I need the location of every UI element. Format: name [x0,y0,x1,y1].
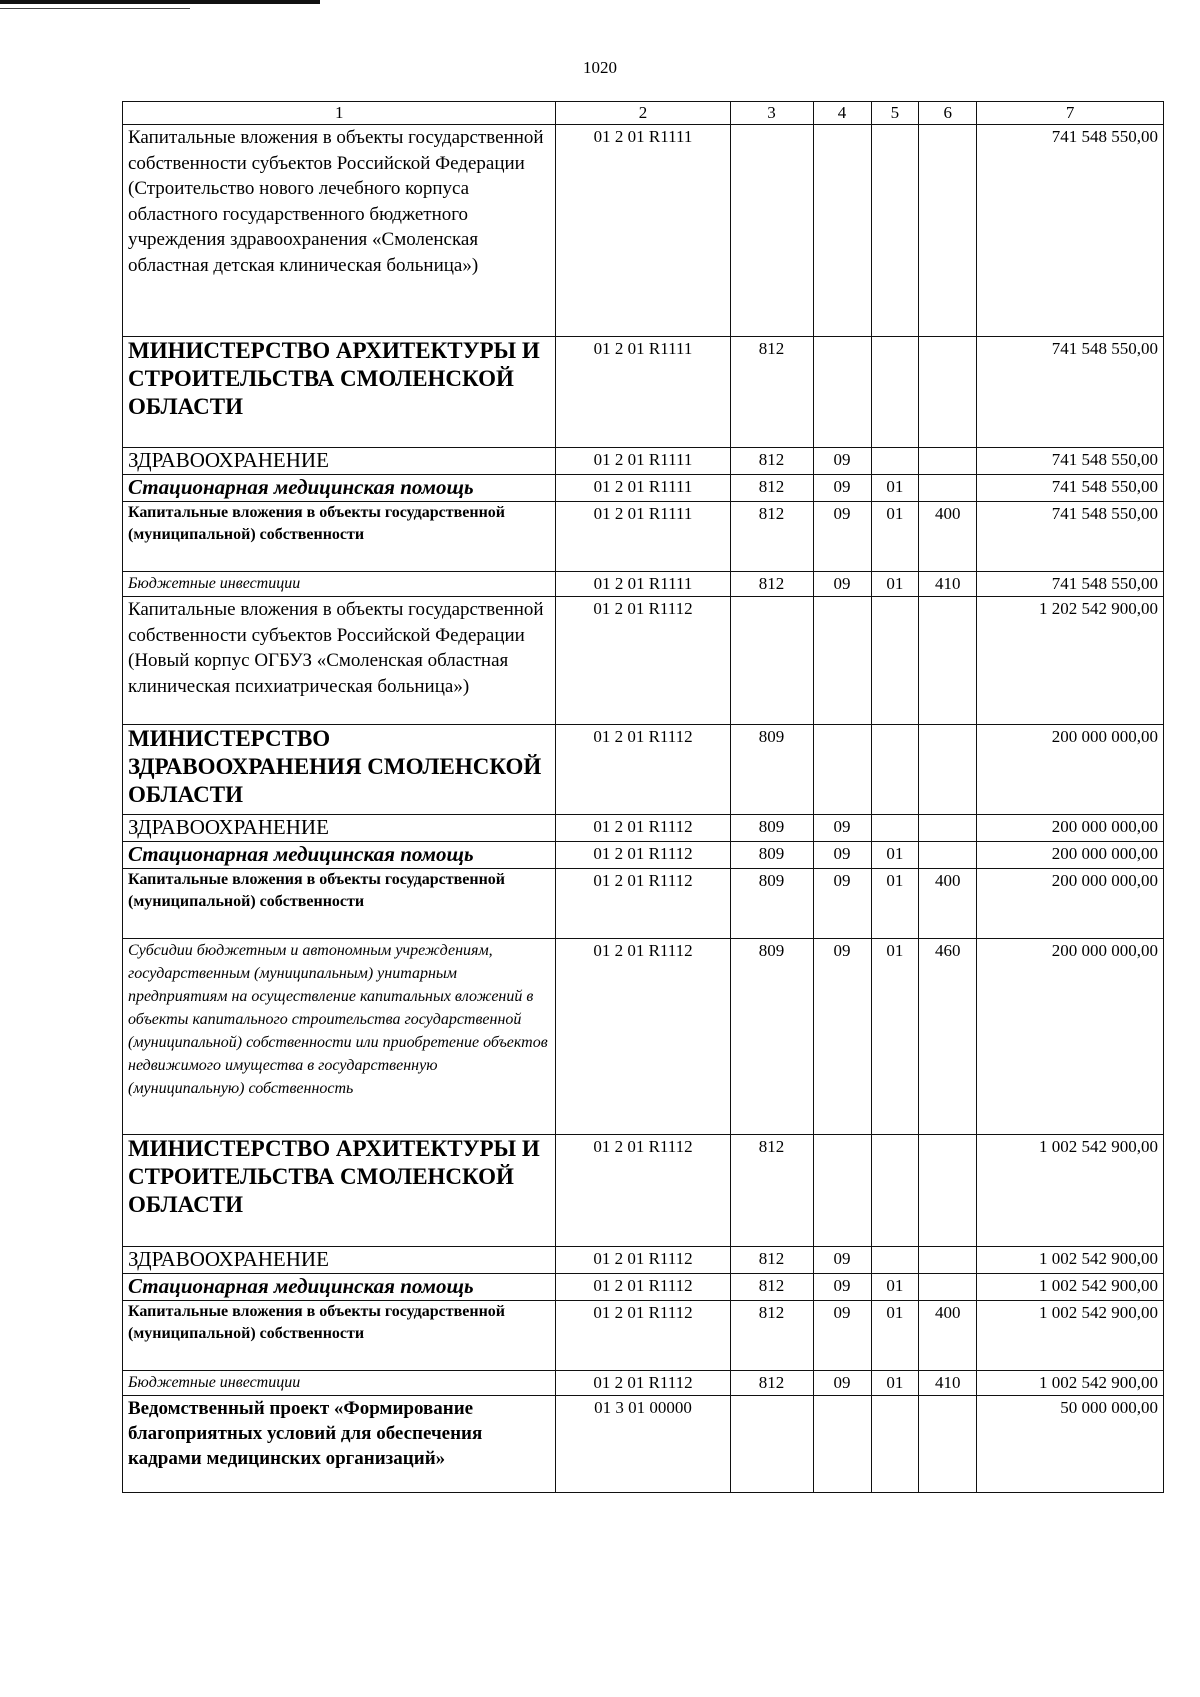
expense-type-code [919,1396,977,1493]
target-article-code: 01 2 01 R1112 [556,1135,730,1247]
target-article-code: 01 2 01 R1112 [556,597,730,725]
amount-cell: 50 000 000,00 [977,1396,1164,1493]
row-name-cell: Стационарная медицинская помощь [123,1274,556,1301]
subsection-code [871,597,919,725]
row-name-cell: Капитальные вложения в объекты государственной собственности субъектов Российской Федерации (Новый корпус ОГБУЗ «Смоленская областная клиническая психиатрическая больница») [123,597,556,725]
table-row [123,1396,1164,1493]
column-header: 7 [977,102,1164,125]
row-name-cell: Капитальные вложения в объекты государственной собственности субъектов Российской Федерации (Строительство нового лечебного корпуса областного государственного бюджетного учреждения здравоохранения «Смоленская областная детская клиническая больница») [123,125,556,337]
amount-cell: 741 548 550,00 [977,448,1164,475]
amount-cell: 200 000 000,00 [977,869,1164,939]
ministry-code [730,597,813,725]
row-name-cell: Капитальные вложения в объекты государственной (муниципальной) собственности [123,1301,556,1371]
table-row [123,448,1164,475]
ministry-code [730,125,813,337]
ministry-code: 812 [730,572,813,597]
row-name-cell: Стационарная медицинская помощь [123,842,556,869]
table-row [123,725,1164,815]
section-code: 09 [813,1371,871,1396]
row-name-cell: МИНИСТЕРСТВО ЗДРАВООХРАНЕНИЯ СМОЛЕНСКОЙ ОБЛАСТИ [123,725,556,815]
section-code: 09 [813,475,871,502]
amount-cell: 200 000 000,00 [977,939,1164,1135]
expense-type-code [919,815,977,842]
top-border-rule [0,0,320,4]
section-code: 09 [813,502,871,572]
table-row [123,475,1164,502]
amount-cell: 200 000 000,00 [977,725,1164,815]
row-name-cell: Бюджетные инвестиции [123,1371,556,1396]
expense-type-code [919,597,977,725]
ministry-code: 812 [730,1371,813,1396]
table-row [123,337,1164,448]
target-article-code: 01 2 01 R1112 [556,842,730,869]
table-row [123,502,1164,572]
subsection-code: 01 [871,939,919,1135]
amount-cell: 1 002 542 900,00 [977,1274,1164,1301]
table-row [123,1274,1164,1301]
ministry-code: 809 [730,815,813,842]
section-code: 09 [813,842,871,869]
expense-type-code [919,1247,977,1274]
table-row [123,815,1164,842]
target-article-code: 01 2 01 R1112 [556,939,730,1135]
target-article-code: 01 2 01 R1111 [556,125,730,337]
subsection-code [871,1247,919,1274]
table-row [123,597,1164,725]
ministry-code: 809 [730,869,813,939]
expense-type-code [919,842,977,869]
ministry-code: 812 [730,1274,813,1301]
ministry-code: 812 [730,475,813,502]
amount-cell: 1 202 542 900,00 [977,597,1164,725]
amount-cell: 741 548 550,00 [977,125,1164,337]
row-name-cell: Капитальные вложения в объекты государственной (муниципальной) собственности [123,502,556,572]
ministry-code [730,1396,813,1493]
table-row [123,1247,1164,1274]
table-row [123,1301,1164,1371]
expense-type-code: 410 [919,1371,977,1396]
expense-type-code [919,337,977,448]
target-article-code: 01 2 01 R1111 [556,337,730,448]
subsection-code: 01 [871,1371,919,1396]
target-article-code: 01 2 01 R1112 [556,1247,730,1274]
ministry-code: 812 [730,1247,813,1274]
section-code [813,597,871,725]
target-article-code: 01 2 01 R1112 [556,1301,730,1371]
section-code: 09 [813,1301,871,1371]
row-name-cell: Стационарная медицинская помощь [123,475,556,502]
target-article-code: 01 2 01 R1112 [556,1274,730,1301]
subsection-code: 01 [871,842,919,869]
subsection-code: 01 [871,502,919,572]
section-code: 09 [813,869,871,939]
target-article-code: 01 2 01 R1111 [556,448,730,475]
column-header: 3 [730,102,813,125]
target-article-code: 01 2 01 R1112 [556,1371,730,1396]
ministry-code: 812 [730,448,813,475]
section-code [813,1396,871,1493]
table-row [123,1371,1164,1396]
section-code: 09 [813,1247,871,1274]
budget-table [122,101,1164,1493]
column-header: 5 [871,102,919,125]
section-code [813,1135,871,1247]
subsection-code [871,337,919,448]
column-header: 6 [919,102,977,125]
expense-type-code: 400 [919,1301,977,1371]
column-header: 4 [813,102,871,125]
expense-type-code: 400 [919,869,977,939]
section-code [813,337,871,448]
row-name-cell: Субсидии бюджетным и автономным учреждениям, государственным (муниципальным) унитарным предприятиям на осуществление капитальных вложений в объекты капитального строительства государственной (муниципальной) собственности или приобретение объектов недвижимого имущества в государственную (муниципальную) собственность [123,939,556,1135]
table-row [123,572,1164,597]
amount-cell: 200 000 000,00 [977,842,1164,869]
table-row [123,842,1164,869]
amount-cell: 1 002 542 900,00 [977,1135,1164,1247]
target-article-code: 01 2 01 R1111 [556,502,730,572]
column-header: 2 [556,102,730,125]
row-name-cell: ЗДРАВООХРАНЕНИЕ [123,448,556,475]
row-name-cell: ЗДРАВООХРАНЕНИЕ [123,815,556,842]
section-code: 09 [813,1274,871,1301]
subsection-code [871,1396,919,1493]
ministry-code: 812 [730,337,813,448]
target-article-code: 01 2 01 R1112 [556,815,730,842]
amount-cell: 741 548 550,00 [977,502,1164,572]
row-name-cell: МИНИСТЕРСТВО АРХИТЕКТУРЫ И СТРОИТЕЛЬСТВА СМОЛЕНСКОЙ ОБЛАСТИ [123,1135,556,1247]
table-row [123,939,1164,1135]
amount-cell: 1 002 542 900,00 [977,1301,1164,1371]
subsection-code: 01 [871,869,919,939]
subsection-code [871,815,919,842]
expense-type-code: 410 [919,572,977,597]
amount-cell: 741 548 550,00 [977,572,1164,597]
expense-type-code: 400 [919,502,977,572]
subsection-code: 01 [871,1301,919,1371]
target-article-code: 01 3 01 00000 [556,1396,730,1493]
subsection-code: 01 [871,572,919,597]
expense-type-code [919,475,977,502]
row-name-cell: Ведомственный проект «Формирование благоприятных условий для обеспечения кадрами медицинских организаций» [123,1396,556,1493]
target-article-code: 01 2 01 R1112 [556,725,730,815]
row-name-cell: Бюджетные инвестиции [123,572,556,597]
subsection-code [871,1135,919,1247]
expense-type-code [919,1274,977,1301]
section-code: 09 [813,572,871,597]
row-name-cell: Капитальные вложения в объекты государственной (муниципальной) собственности [123,869,556,939]
table-row [123,1135,1164,1247]
target-article-code: 01 2 01 R1111 [556,572,730,597]
section-code: 09 [813,448,871,475]
ministry-code: 812 [730,1301,813,1371]
expense-type-code: 460 [919,939,977,1135]
row-name-cell: МИНИСТЕРСТВО АРХИТЕКТУРЫ И СТРОИТЕЛЬСТВА СМОЛЕНСКОЙ ОБЛАСТИ [123,337,556,448]
section-code: 09 [813,939,871,1135]
table-header-row [123,102,1164,125]
subsection-code [871,125,919,337]
amount-cell: 1 002 542 900,00 [977,1371,1164,1396]
amount-cell: 200 000 000,00 [977,815,1164,842]
ministry-code: 809 [730,842,813,869]
amount-cell: 741 548 550,00 [977,337,1164,448]
section-code [813,725,871,815]
column-header: 1 [123,102,556,125]
ministry-code: 809 [730,939,813,1135]
top-border-rule-thin [0,8,190,9]
page-number: 1020 [583,58,617,77]
expense-type-code [919,448,977,475]
expense-type-code [919,1135,977,1247]
section-code [813,125,871,337]
ministry-code: 812 [730,502,813,572]
ministry-code: 812 [730,1135,813,1247]
subsection-code [871,725,919,815]
expense-type-code [919,125,977,337]
subsection-code: 01 [871,475,919,502]
amount-cell: 1 002 542 900,00 [977,1247,1164,1274]
subsection-code: 01 [871,1274,919,1301]
target-article-code: 01 2 01 R1111 [556,475,730,502]
target-article-code: 01 2 01 R1112 [556,869,730,939]
table-row [123,869,1164,939]
subsection-code [871,448,919,475]
expense-type-code [919,725,977,815]
row-name-cell: ЗДРАВООХРАНЕНИЕ [123,1247,556,1274]
section-code: 09 [813,815,871,842]
table-row [123,125,1164,337]
amount-cell: 741 548 550,00 [977,475,1164,502]
ministry-code: 809 [730,725,813,815]
